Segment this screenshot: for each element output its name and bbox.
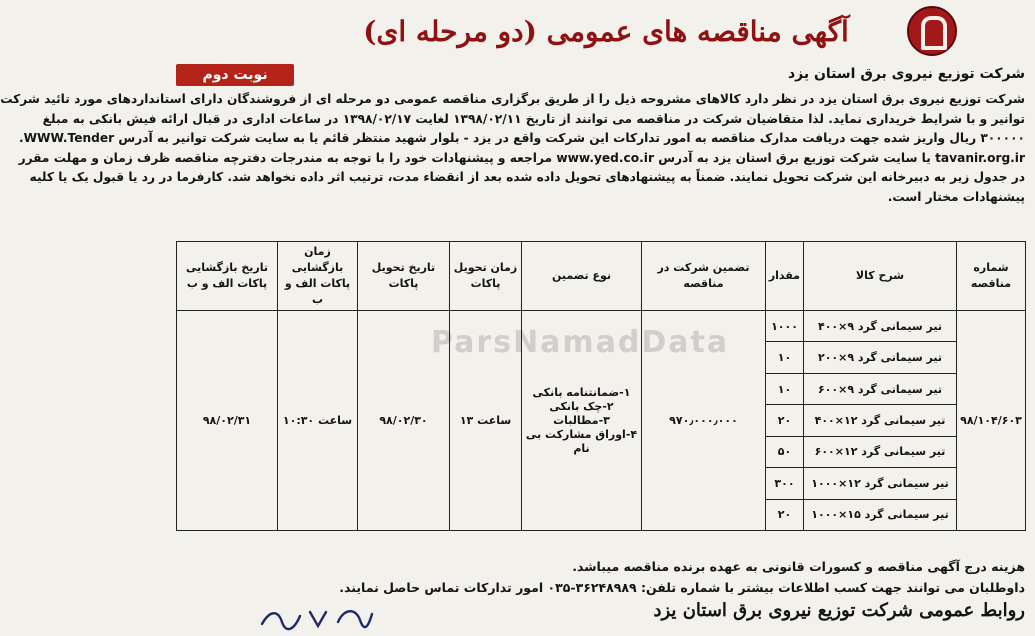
guarantee-type-item: ۳-مطالبات [553,413,610,427]
item-qty: ۱۰ [766,373,804,404]
tender-table [176,241,1026,531]
intro-line: tavanir.org.ir یا سایت شرکت توزیع برق استان یزد به آدرس www.yed.co.ir مراجعه و پیشنهادات خود را با توجه به مندرجات دفترچه مناقصه ظرف زمان و مهلت مقرر [18,150,1025,165]
header-opening-date: تاریخ بازگشایی پاکات الف و ب [177,242,278,311]
delivery-date: ۹۸/۰۲/۳۰ [358,311,450,531]
header-delivery-time: زمان تحویل پاکات [450,242,522,311]
table-row [177,311,1026,342]
item-desc: تیر سیمانی گرد ۹×۲۰۰ [804,342,957,373]
item-desc: تیر سیمانی گرد ۱۲×۱۰۰۰ [804,468,957,499]
intro-line: توانیر و با شرایط خریداری نماید. لذا متقاضیان شرکت در مناقصه می توانند از تاریخ ۱۳۹۸/۰۲/۱۱ لغایت ۱۳۹۸/۰۲/۱۷ در ساعات اداری در قبال ارائه فیش بانکی به مبلغ [42,111,1025,126]
delivery-time: ساعت ۱۳ [450,311,522,531]
intro-paragraph [0,90,1025,208]
tender-number: ۹۸/۱۰۴/۶۰۳ [957,311,1026,531]
item-desc: تیر سیمانی گرد ۱۲×۶۰۰ [804,436,957,467]
footer-cost-note: هزینه درج آگهی مناقصه و کسورات قانونی به عهده برنده مناقصه میباشد. [572,559,1025,574]
item-qty: ۵۰ [766,436,804,467]
intro-line: در جدول زیر به دبیرخانه این شرکت تحویل نمایند. ضمناً به پیشنهادهای تحویل داده شده بعد از انقضاء مدت، ترتیب اثر داده نخواهد شد. کارفرما در رد یا قبول یک یا کلیه [29,170,1025,185]
item-qty: ۳۰۰ [766,468,804,499]
item-desc: تیر سیمانی گرد ۱۲×۴۰۰ [804,405,957,436]
title-banner [326,8,886,54]
opening-date: ۹۸/۰۲/۳۱ [177,311,278,531]
header-qty: مقدار [766,242,804,311]
handwritten-mark-icon [256,604,376,632]
round-badge: نوبت دوم [176,64,294,86]
header-delivery-date: تاریخ تحویل پاکات [358,242,450,311]
intro-line: پیشنهادات مختار است. [887,189,1025,204]
footer-signature: روابط عمومی شرکت توزیع نیروی برق استان یزد [653,600,1025,621]
table-header-row [177,242,1026,311]
opening-time: ساعت ۱۰:۳۰ [278,311,358,531]
footer-contact-note: داوطلبان می توانند جهت کسب اطلاعات بیشتر با شماره تلفن: ۳۶۲۴۸۹۸۹-۰۳۵ امور تدارکات تماس حاصل نمایند. [339,580,1025,595]
item-desc: تیر سیمانی گرد ۱۵×۱۰۰۰ [804,499,957,530]
item-desc: تیر سیمانی گرد ۹×۴۰۰ [804,311,957,342]
item-qty: ۲۰ [766,499,804,530]
header-opening-time: زمان بازگشایی پاکات الف و ب [278,242,358,311]
intro-line: شرکت توزیع نیروی برق استان یزد در نظر دارد کالاهای مشروحه ذیل را از طریق برگزاری مناقصه عمومی دو مرحله ای از فروشندگان دارای استانداردهای مورد تائید شرکت [0,92,1025,106]
company-logo-icon [907,6,957,56]
notice-title: آگهی مناقصه های عمومی (دو مرحله ای) [363,14,849,48]
guarantee-types [522,311,642,531]
item-desc: تیر سیمانی گرد ۹×۶۰۰ [804,373,957,404]
guarantee-type-item: ۲-چک بانکی [549,399,614,413]
company-heading: شرکت توزیع نیروی برق استان یزد [787,66,1025,82]
watermark-text: ParsNamadData [431,325,730,360]
intro-line: ۳۰۰۰۰۰ ریال واریز شده جهت دریافت مدارک مناقصه به امور تدارکات این شرکت واقع در یزد - بلوار شهید منتظر قائم یا به سایت شرکت توانیر به آدرس WWW.Tender. [18,131,1025,146]
item-qty: ۲۰ [766,405,804,436]
header-tender-no: شماره مناقصه [957,242,1026,311]
item-qty: ۱۰ [766,342,804,373]
header-item: شرح کالا [804,242,957,311]
guarantee-type-item: ۴-اوراق مشارکت بی نام [525,427,638,455]
header-guarantee: تضمین شرکت در مناقصه [642,242,766,311]
guarantee-type-item: ۱-ضمانتنامه بانکی [532,385,631,399]
item-qty: ۱۰۰۰ [766,311,804,342]
guarantee-amount: ۹۷۰٫۰۰۰٫۰۰۰ [642,311,766,531]
header-guarantee-type: نوع تضمین [522,242,642,311]
